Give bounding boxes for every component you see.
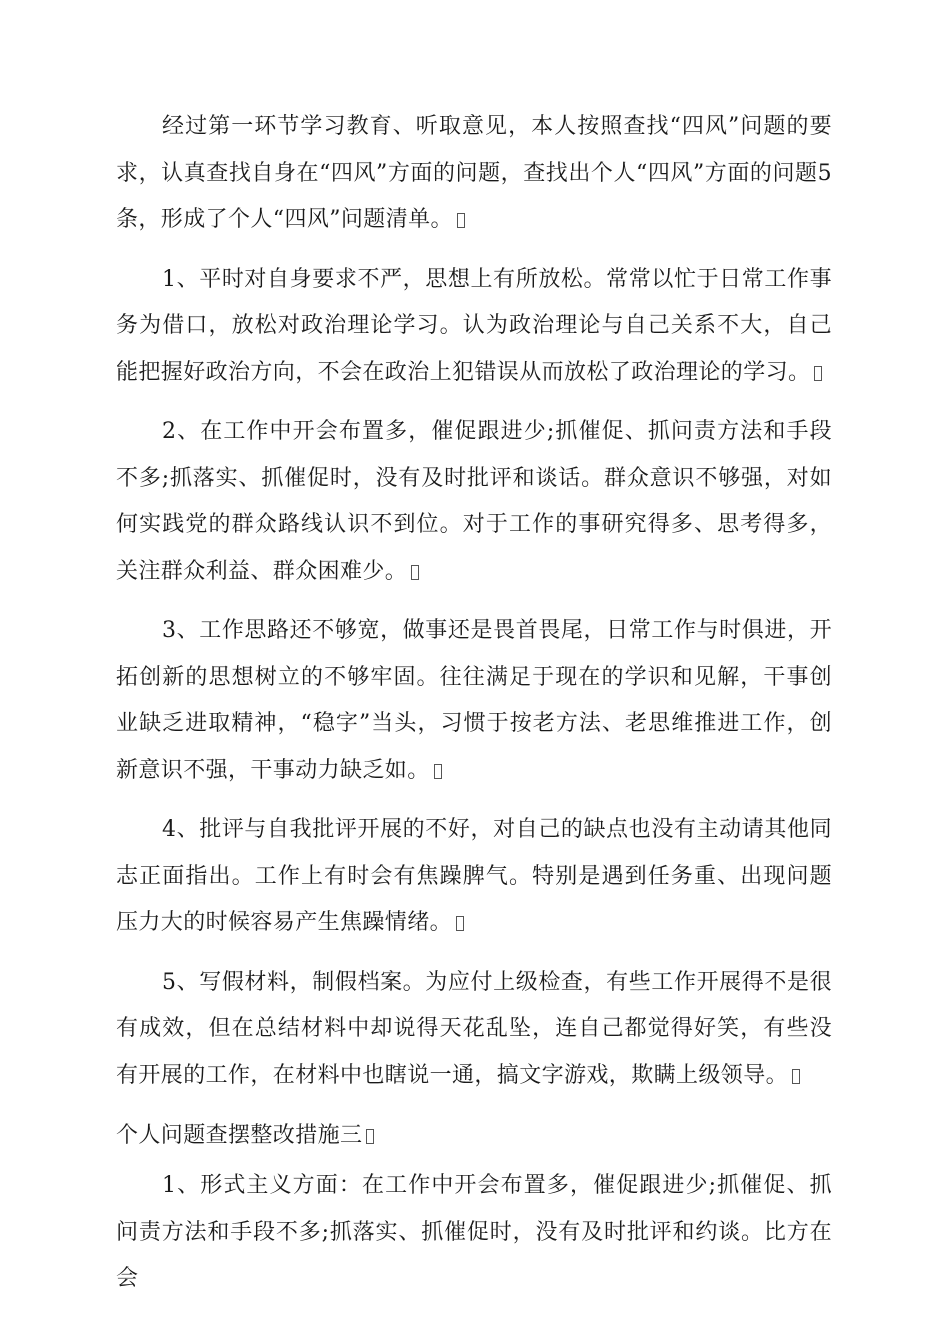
problem-item-5: [116, 960, 832, 1100]
intro-paragraph: [116, 104, 832, 244]
problem-item-text: 3、工作思路还不够宽，做事还是畏首畏尾，日常工作与时俱进，开拓创新的思想树立的不够牢固。往往满足于现在的学识和见解，干事创业缺乏进取精神，“稳字”当头，习惯于按老方法、老思维推进工作，创新意识不强，干事动力缺乏如。: [116, 618, 832, 783]
document-page: [116, 104, 832, 1303]
paragraph-mark-icon: [411, 565, 419, 580]
problem-item-text: 2、在工作中开会布置多，催促跟进少;抓催促、抓问责方法和手段不多;抓落实、抓催促时，没有及时批评和谈话。群众意识不够强，对如何实践党的群众路线认识不到位。对于工作的事研究得多、思考得多，关注群众利益、群众困难少。: [116, 419, 832, 584]
intro-text: 经过第一环节学习教育、听取意见，本人按照查找“四风”问题的要求，认真查找自身在“四风”方面的问题，查找出个人“四风”方面的问题5条，形成了个人“四风”问题清单。: [116, 114, 832, 232]
paragraph-mark-icon: [814, 366, 822, 381]
problem-item-text: 4、批评与自我批评开展的不好，对自己的缺点也没有主动请其他同志正面指出。工作上有时会有焦躁脾气。特别是遇到任务重、出现问题压力大的时候容易产生焦躁情绪。: [116, 817, 832, 935]
problem-item-4: [116, 807, 832, 947]
problem-item-3: [116, 608, 832, 794]
paragraph-mark-icon: [456, 916, 464, 931]
problem-item-2: [116, 409, 832, 595]
measure-item-1: [116, 1163, 832, 1303]
paragraph-mark-icon: [792, 1069, 800, 1084]
problem-item-1: [116, 257, 832, 397]
paragraph-mark-icon: [434, 764, 442, 779]
measure-item-text: 1、形式主义方面：在工作中开会布置多，催促跟进少;抓催促、抓问责方法和手段不多;抓落实、抓催促时，没有及时批评和约谈。比方在会: [116, 1173, 832, 1291]
problem-item-text: 5、写假材料，制假档案。为应付上级检查，有些工作开展得不是很有成效，但在总结材料中却说得天花乱坠，连自己都觉得好笑，有些没有开展的工作，在材料中也瞎说一通，搞文字游戏，欺瞒上级领导。: [116, 969, 832, 1088]
section-heading-text: 个人问题查摆整改措施三: [116, 1123, 363, 1148]
paragraph-mark-icon: [457, 213, 465, 228]
problem-item-text: 1、平时对自身要求不严，思想上有所放松。常常以忙于日常工作事务为借口，放松对政治理论学习。认为政治理论与自己关系不大，自己能把握好政治方向，不会在政治上犯错误从而放松了政治理论的学习。: [116, 266, 832, 385]
paragraph-mark-icon: [366, 1129, 374, 1144]
section-heading: [116, 1113, 832, 1159]
